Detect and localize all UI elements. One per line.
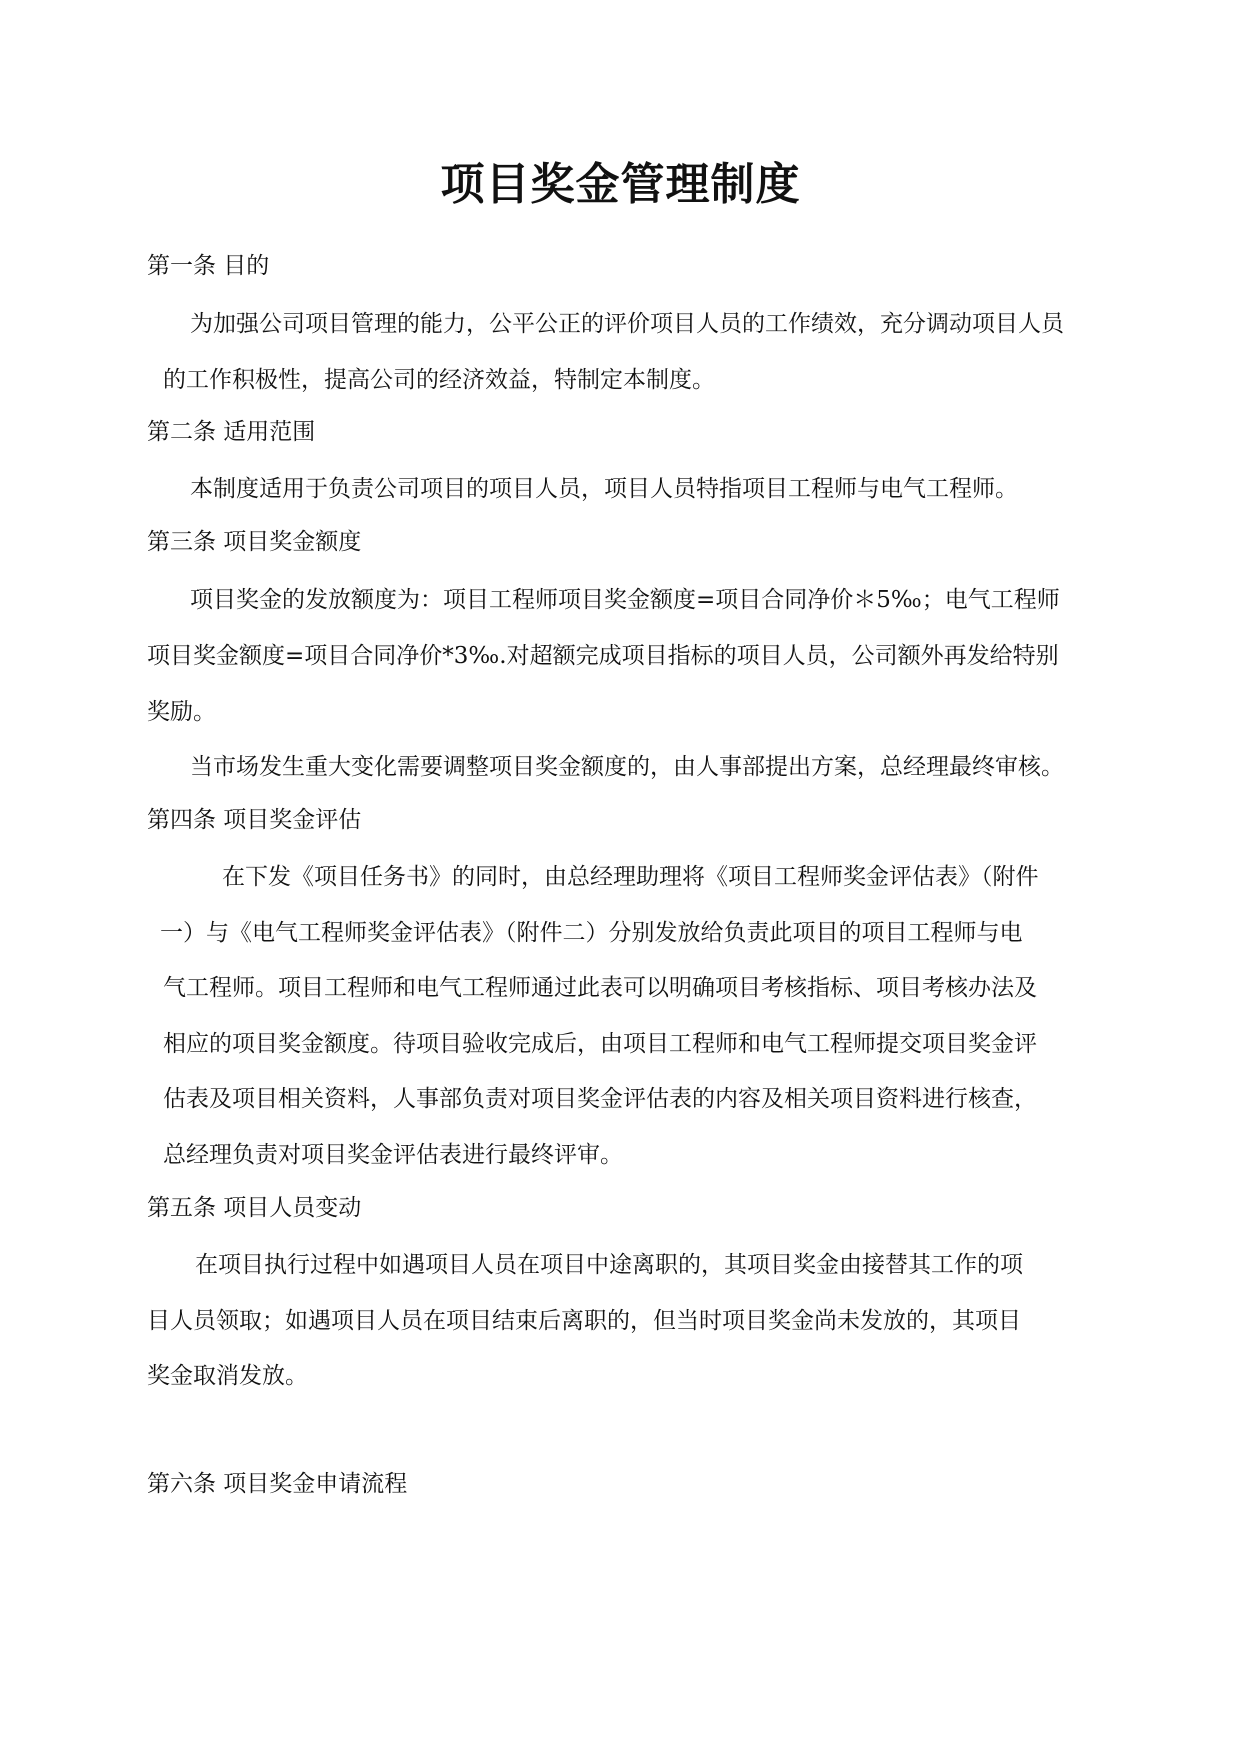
paragraph-line: 在项目执行过程中如遇项目人员在项目中途离职的，其项目奖金由接替其工作的项 <box>195 1252 1023 1278</box>
document-title: 项目奖金管理制度 <box>440 159 801 210</box>
section-heading-2: 第二条 适用范围 <box>147 419 316 445</box>
paragraph-line: 相应的项目奖金额度。待项目验收完成后，由项目工程师和电气工程师提交项目奖金评 <box>163 1031 1037 1057</box>
paragraph-line: 奖励。 <box>147 699 216 725</box>
paragraph-line: 本制度适用于负责公司项目的项目人员，项目人员特指项目工程师与电气工程师。 <box>190 476 1018 502</box>
paragraph-line: 奖金取消发放。 <box>147 1363 308 1389</box>
paragraph-line: 当市场发生重大变化需要调整项目奖金额度的，由人事部提出方案，总经理最终审核。 <box>190 754 1064 780</box>
paragraph-line: 气工程师。项目工程师和电气工程师通过此表可以明确项目考核指标、项目考核办法及 <box>163 975 1037 1001</box>
paragraph-line: 项目奖金的发放额度为：项目工程师项目奖金额度=项目合同净价＊5‰；电气工程师 <box>190 587 1060 613</box>
section-heading-1: 第一条 目的 <box>147 253 270 279</box>
section-heading-5: 第五条 项目人员变动 <box>147 1195 362 1221</box>
paragraph-line: 估表及项目相关资料，人事部负责对项目奖金评估表的内容及相关项目资料进行核查， <box>163 1086 1037 1112</box>
section-heading-4: 第四条 项目奖金评估 <box>147 807 362 833</box>
paragraph-line: 项目奖金额度=项目合同净价*3‰.对超额完成项目指标的项目人员，公司额外再发给特别 <box>147 643 1059 669</box>
paragraph-line: 的工作积极性，提高公司的经济效益，特制定本制度。 <box>163 367 715 393</box>
paragraph-line: 为加强公司项目管理的能力，公平公正的评价项目人员的工作绩效，充分调动项目人员 <box>190 311 1064 337</box>
section-heading-3: 第三条 项目奖金额度 <box>147 529 362 555</box>
paragraph-line: 一）与《电气工程师奖金评估表》（附件二）分别发放给负责此项目的项目工程师与电 <box>160 920 1023 946</box>
paragraph-line: 在下发《项目任务书》的同时，由总经理助理将《项目工程师奖金评估表》（附件 <box>222 864 1039 890</box>
paragraph-line: 总经理负责对项目奖金评估表进行最终评审。 <box>163 1142 623 1168</box>
section-heading-6: 第六条 项目奖金申请流程 <box>147 1471 408 1497</box>
paragraph-line: 目人员领取；如遇项目人员在项目结束后离职的，但当时项目奖金尚未发放的，其项目 <box>147 1308 1021 1334</box>
